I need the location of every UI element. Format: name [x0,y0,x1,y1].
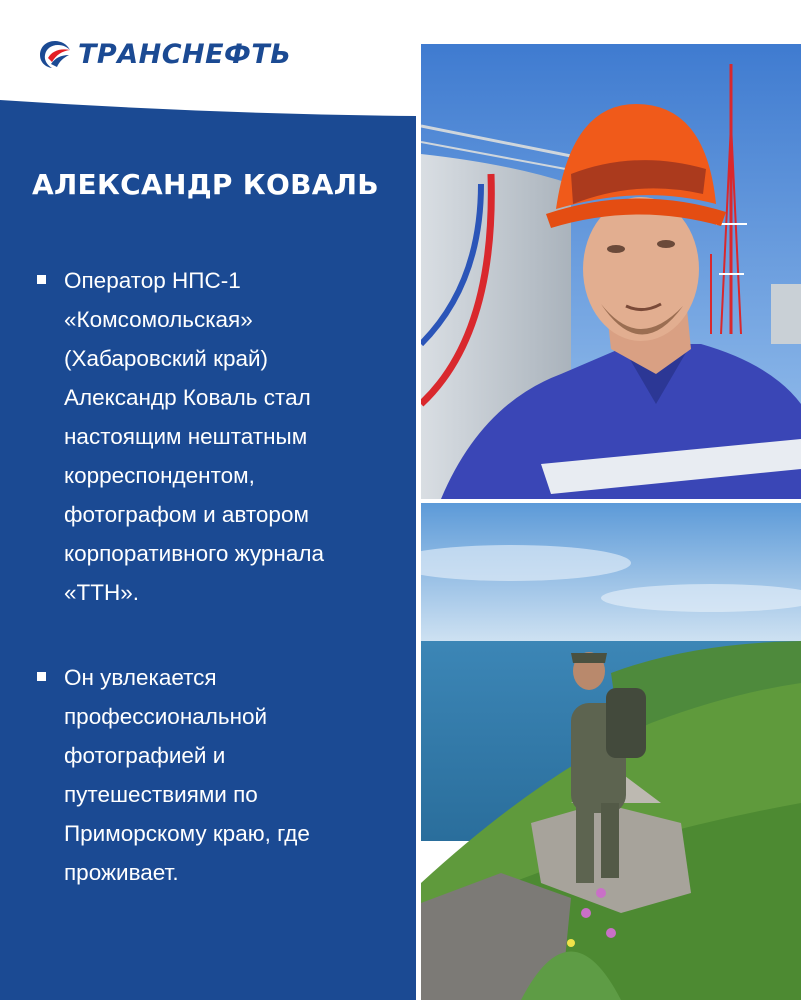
bullet-marker-icon [37,275,46,284]
person-name: АЛЕКСАНДР КОВАЛЬ [32,168,379,201]
bullet-item [40,261,400,612]
operator-selfie-photo [421,44,801,499]
bullet-item [40,658,400,892]
bullet-marker-icon [37,672,46,681]
brand-name: ТРАНСНЕФТЬ [78,38,292,70]
hiker-seaside-photo [421,503,801,1000]
bullet-text: Он увлекается профессиональной фотографией и путешествиями по Приморскому краю, где проживает. [64,665,310,885]
bullet-text: Оператор НПС-1 «Комсомольская» (Хабаровский край) Александр Коваль стал настоящим нештатным корреспондентом, фотографом и автором корпоративного журнала «ТТН». [64,268,324,605]
